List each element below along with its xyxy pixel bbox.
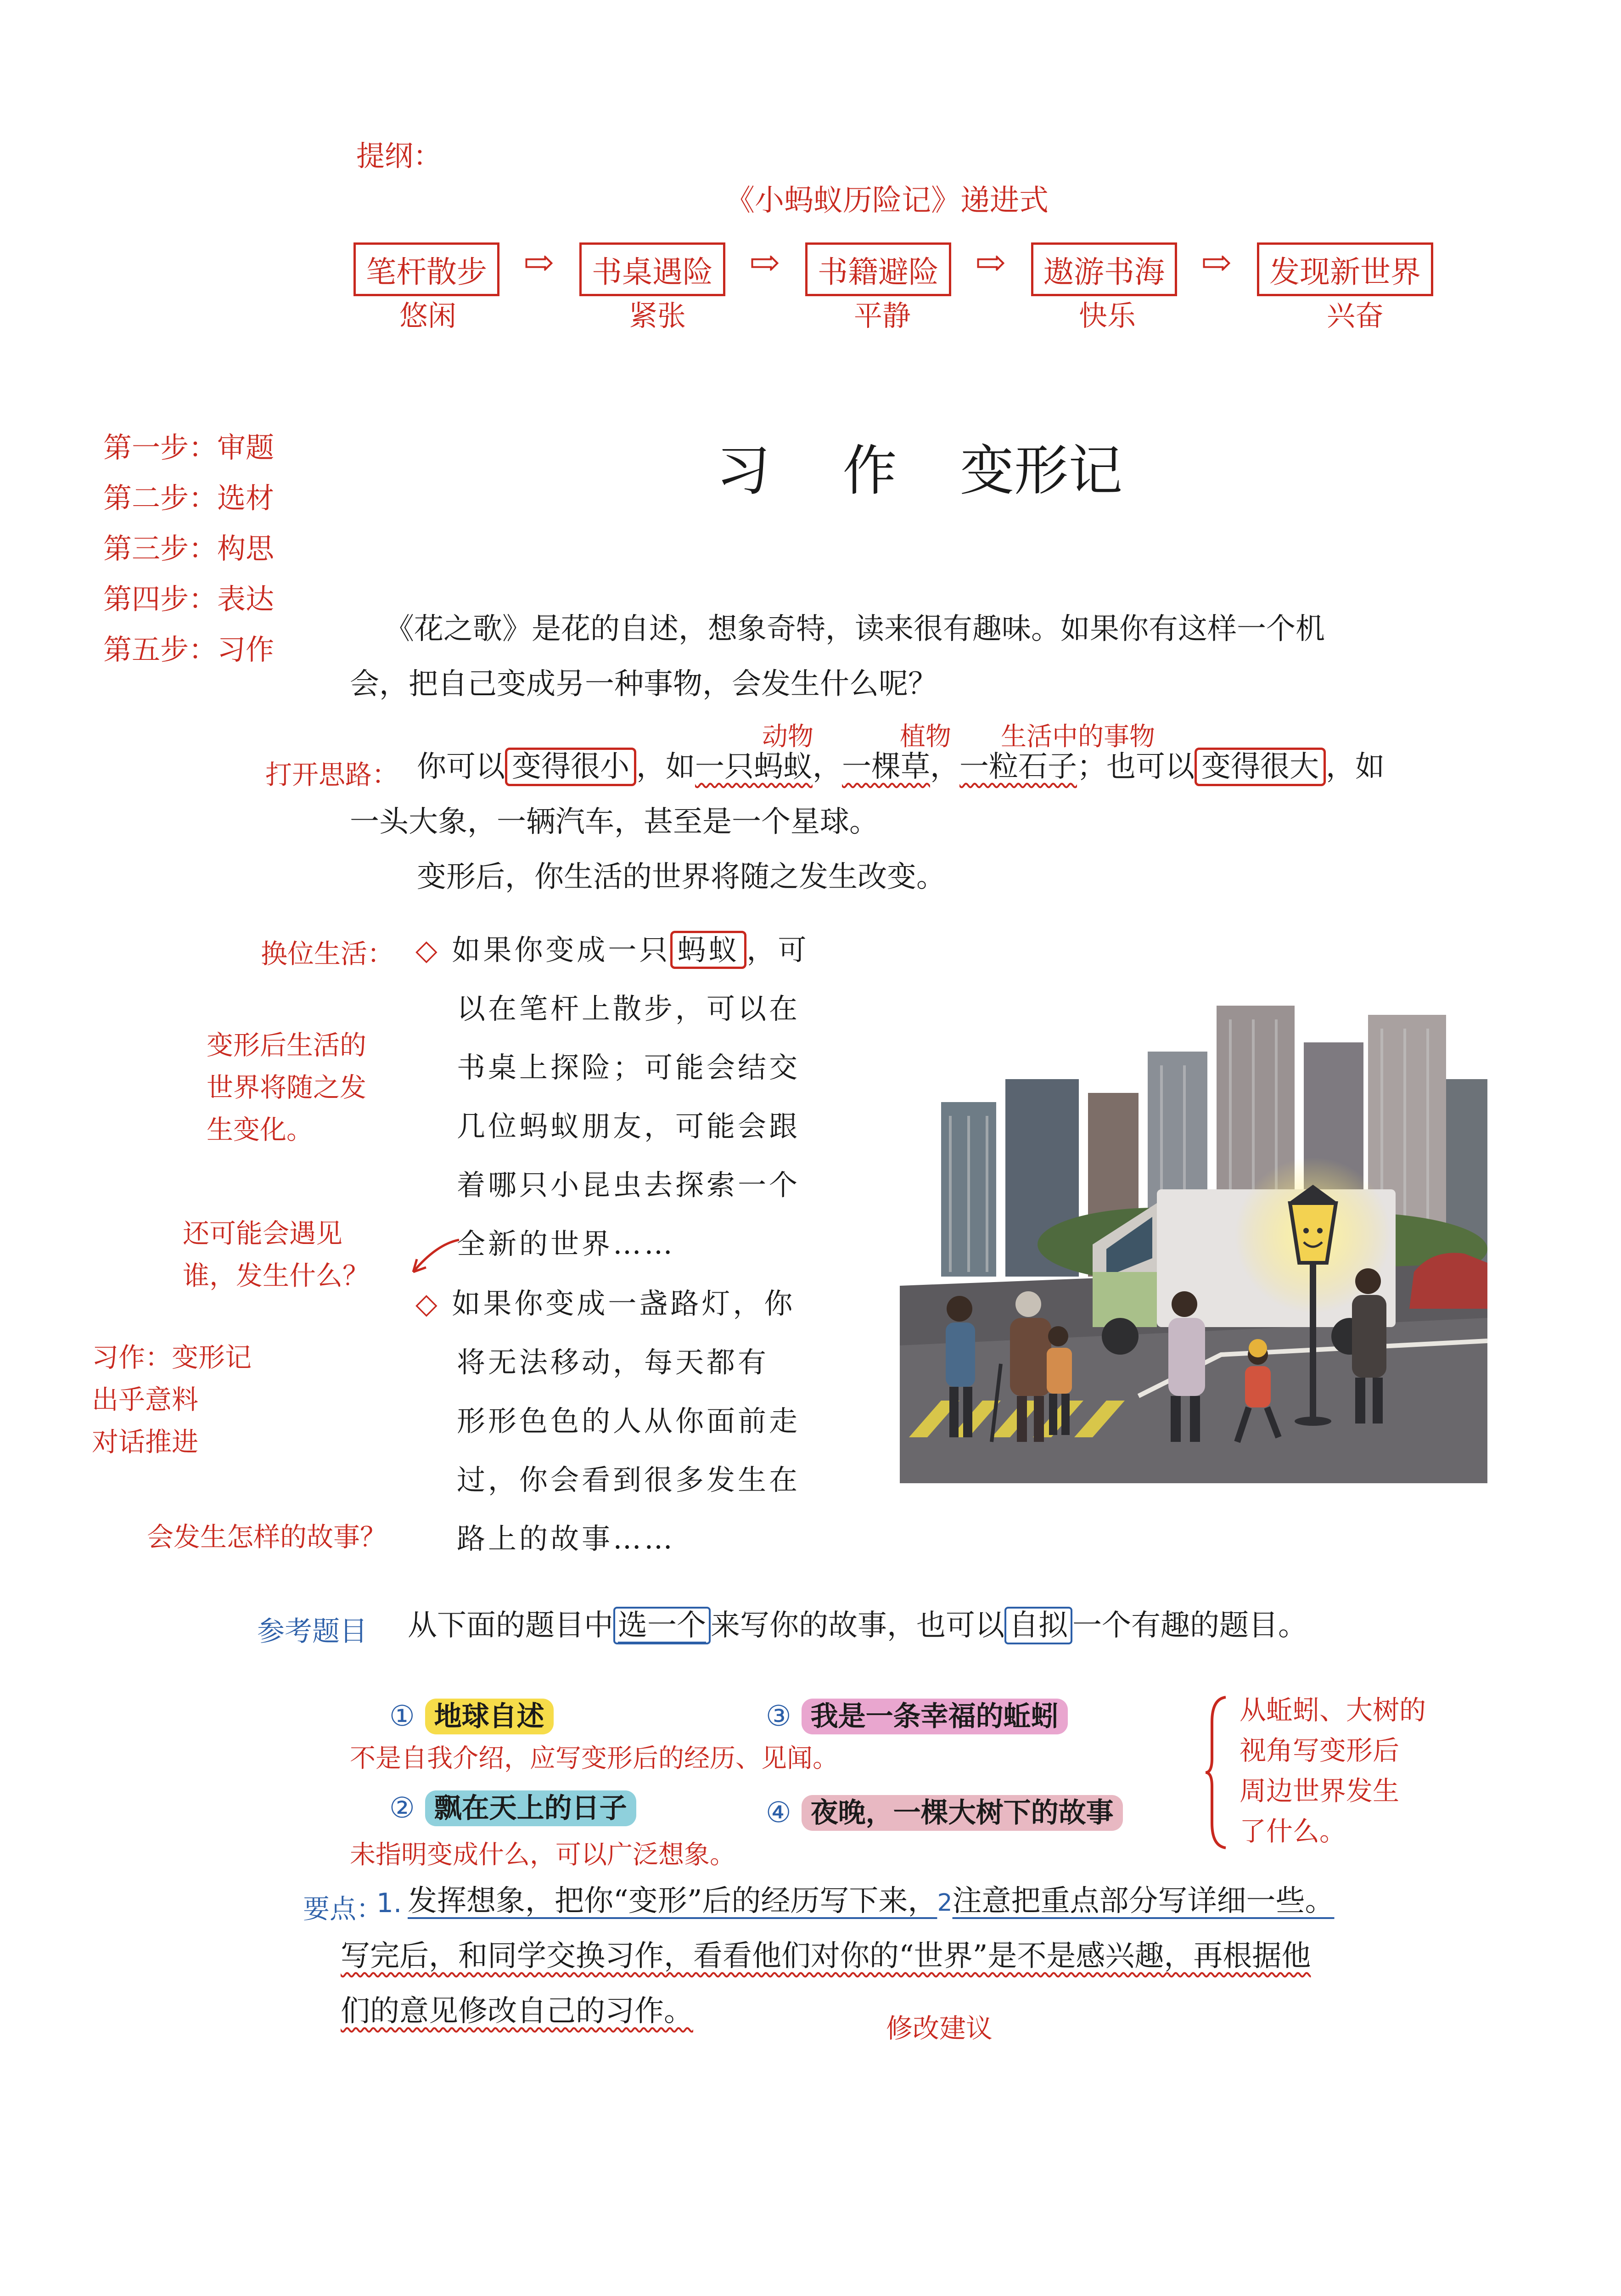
arrow-icon: ⇨	[749, 241, 780, 284]
topic-number: ①	[389, 1699, 415, 1733]
key-points-line-3: 们的意见修改自己的习作。	[341, 1994, 693, 2028]
outline-step-box: 发现新世界	[1257, 242, 1433, 296]
diamond-icon: ◇	[415, 933, 440, 967]
bullet-first-line	[415, 921, 809, 979]
outline-step-box: 书桌遇险	[579, 242, 725, 296]
pick-one: 选一个	[613, 1607, 711, 1644]
text: 如果你变成一只	[452, 933, 671, 967]
intro-line: 一头大象，一辆汽车，甚至是一个星球。	[350, 805, 879, 839]
step-note: 第一步：审题	[103, 431, 275, 464]
bullet-line: 路上的故事……	[457, 1522, 676, 1555]
outline-step-mood: 悠闲	[399, 299, 457, 332]
note-line: 周边世界发生	[1240, 1775, 1400, 1806]
bullet-first-line	[415, 1274, 800, 1333]
outline-subtitle: 《小蚂蚁历险记》递进式	[725, 184, 1049, 218]
topic-number: ②	[389, 1791, 415, 1824]
note-line: 习作：变形记	[92, 1342, 252, 1373]
topic-text: 飘在天上的日子	[425, 1790, 636, 1826]
text: 一个有趣的题目。	[1072, 1609, 1307, 1643]
page-title	[716, 427, 1122, 505]
arrow-icon: ⇨	[975, 241, 1006, 284]
key-points-line-1	[408, 1874, 1335, 1930]
topic-note-right	[1240, 1690, 1426, 1851]
arrow-icon: ⇨	[523, 241, 555, 284]
intro-line: 会，把自己变成另一种事物，会发生什么呢？	[350, 667, 937, 701]
bullet-line: 书桌上探险；可能会结交	[457, 1051, 801, 1084]
bullet-line: 过，你会看到很多发生在	[457, 1463, 801, 1497]
note-line: 从蚯蚓、大树的	[1240, 1694, 1426, 1726]
brace-icon	[1203, 1694, 1230, 1851]
key-point-2: 注意把重点部分写详细一些。	[952, 1884, 1335, 1918]
key-point-1: 发挥想象，把你“变形”后的经历写下来，	[408, 1884, 937, 1918]
text: 你可以	[417, 750, 505, 784]
keyword-box: 变得很大	[1195, 748, 1326, 786]
revise-suggestion-note: 修改建议	[886, 2013, 993, 2044]
outline-step-box: 遨游书海	[1031, 242, 1177, 296]
text: ，可	[746, 933, 809, 967]
who-meet-note	[183, 1212, 369, 1297]
topic-note-2: 未指明变成什么，可以广泛想象。	[350, 1840, 735, 1870]
key-points-label: 要点：	[303, 1893, 383, 1925]
note-line: 对话推进	[92, 1426, 199, 1458]
step-note: 第五步：习作	[103, 633, 275, 666]
example-ant: 一只蚂蚁	[695, 750, 813, 784]
annot-plant: 植物	[900, 722, 951, 752]
outline-step-box: 书籍避险	[805, 242, 951, 296]
reference-line	[408, 1598, 1307, 1653]
annot-animal: 动物	[762, 722, 813, 752]
step-note: 第四步：表达	[103, 582, 275, 616]
text: ，如	[636, 750, 695, 784]
annot-life: 生活中的事物	[1001, 722, 1155, 752]
keyword-box: 变得很小	[505, 748, 636, 786]
title-part: 变形记	[960, 439, 1123, 502]
text: 从下面的题目中	[408, 1609, 613, 1643]
bullet-line: 将无法移动，每天都有	[457, 1345, 769, 1379]
text: 如果你变成一盏路灯，你	[452, 1287, 796, 1320]
title-part: 习	[716, 439, 771, 502]
outline-step-mood: 快乐	[1079, 299, 1136, 332]
key-point-number: 1.	[376, 1887, 402, 1919]
outline-step-mood: 紧张	[629, 299, 686, 332]
what-story-note: 会发生怎样的故事？	[147, 1521, 387, 1553]
outline-step-mood: 平静	[854, 299, 911, 332]
note-line: 出乎意料	[92, 1384, 199, 1415]
note-line: 视角写变形后	[1240, 1735, 1400, 1766]
write-tips-note	[92, 1336, 252, 1463]
note-line: 变形后生活的	[207, 1030, 367, 1061]
outline-step-mood: 兴奋	[1327, 299, 1384, 332]
street-illustration	[900, 987, 1487, 1483]
intro-line: 《花之歌》是花的自述，想象奇特，读来很有趣味。如果你有这样一个机	[385, 612, 1325, 646]
bullet-line: 以在笔杆上散步，可以在	[457, 992, 801, 1025]
topic-1	[389, 1694, 554, 1734]
topic-note-1: 不是自我介绍，应写变形后的经历、见闻。	[350, 1744, 838, 1773]
text: ，如	[1326, 750, 1385, 784]
text: ；也可以	[1077, 750, 1195, 784]
reference-label: 参考题目	[257, 1615, 367, 1648]
topic-number: ④	[766, 1795, 791, 1829]
bullet-line: 形形色色的人从你面前走	[457, 1404, 801, 1438]
outline-step-box: 笔杆散步	[353, 242, 499, 296]
bullet-line: 全新的世界……	[457, 1227, 676, 1261]
open-thinking-label: 打开思路：	[265, 759, 399, 790]
step-note: 第二步：选材	[103, 481, 275, 515]
topic-3	[766, 1694, 1068, 1734]
bullet-line: 几位蚂蚁朋友，可能会跟	[457, 1109, 801, 1143]
text: ，	[930, 750, 959, 784]
step-note: 第三步：构思	[103, 532, 275, 565]
bullet-ant	[415, 921, 809, 1273]
topic-2	[389, 1786, 636, 1826]
bullet-streetlamp	[415, 1274, 800, 1568]
intro-line: 变形后，你生活的世界将随之发生改变。	[417, 860, 946, 894]
key-point-number: 2	[937, 1889, 953, 1917]
text: ，	[813, 750, 842, 784]
keyword-box: 蚂蚁	[670, 931, 746, 969]
bullet-line: 着哪只小昆虫去探索一个	[457, 1168, 801, 1202]
arrow-icon: ⇨	[1201, 241, 1232, 284]
note-line: 还可能会遇见	[183, 1218, 343, 1249]
note-line: 生变化。	[207, 1114, 314, 1145]
topic-text: 夜晚，一棵大树下的故事	[802, 1795, 1123, 1831]
world-change-note	[207, 1024, 366, 1151]
key-points-line-2: 写完后，和同学交换习作，看看他们对你的“世界”是不是感兴趣，再根据他	[341, 1939, 1311, 1973]
steps-notes	[103, 422, 274, 675]
outline-flow	[353, 242, 1469, 339]
note-line: 了什么。	[1240, 1816, 1346, 1847]
topic-text: 地球自述	[425, 1699, 554, 1734]
topic-text: 我是一条幸福的蚯蚓	[802, 1699, 1068, 1734]
topic-4	[766, 1791, 1123, 1830]
example-stone: 一粒石子	[959, 750, 1077, 784]
outline-label: 提纲：	[356, 139, 442, 173]
self-draft: 自拟	[1004, 1607, 1072, 1644]
intro-line-3	[417, 739, 1385, 794]
title-part: 作	[842, 439, 897, 502]
topic-number: ③	[766, 1699, 791, 1733]
diamond-icon: ◇	[415, 1287, 440, 1320]
note-line: 世界将随之发	[207, 1072, 367, 1103]
note-line: 谁，发生什么？	[183, 1260, 370, 1291]
text: 来写你的故事，也可以	[711, 1609, 1004, 1643]
example-grass: 一棵草	[842, 750, 930, 784]
swap-life-note: 换位生活：	[261, 938, 394, 969]
